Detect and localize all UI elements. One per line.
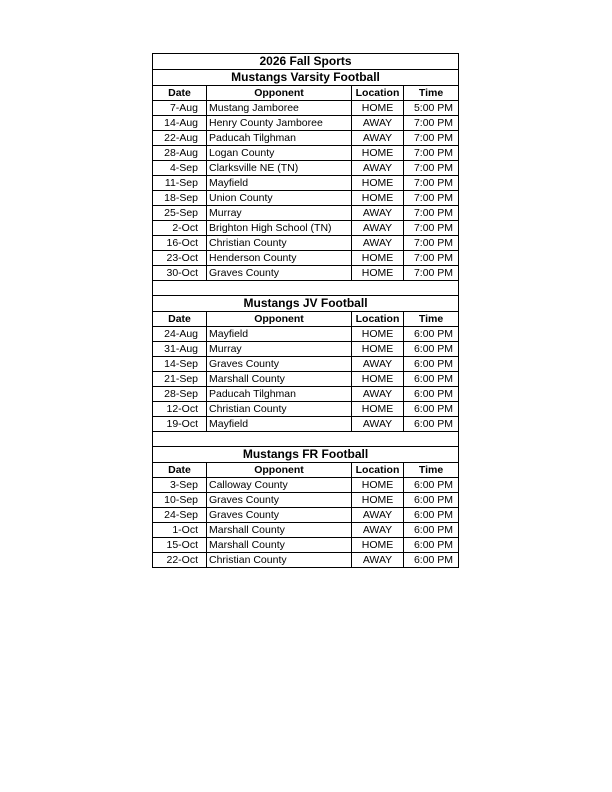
- title-row: [153, 54, 459, 70]
- game-opponent: Graves County: [207, 266, 352, 281]
- game-row: [153, 266, 459, 281]
- section-title-row: [153, 447, 459, 463]
- section-title-row: [153, 70, 459, 86]
- game-row: [153, 538, 459, 553]
- game-location: AWAY: [352, 508, 404, 523]
- schedule-body: [153, 54, 459, 568]
- game-row: [153, 191, 459, 206]
- game-time: 6:00 PM: [404, 327, 459, 342]
- game-location: HOME: [352, 372, 404, 387]
- game-row: [153, 387, 459, 402]
- section-spacer: [153, 432, 459, 447]
- game-time: 6:00 PM: [404, 523, 459, 538]
- game-row: [153, 101, 459, 116]
- game-time: 7:00 PM: [404, 161, 459, 176]
- game-location: HOME: [352, 327, 404, 342]
- spacer-cell: [153, 281, 459, 296]
- page-title: 2026 Fall Sports: [153, 54, 459, 70]
- game-opponent: Logan County: [207, 146, 352, 161]
- game-opponent: Mustang Jamboree: [207, 101, 352, 116]
- game-date: 30-Oct: [153, 266, 207, 281]
- game-time: 6:00 PM: [404, 357, 459, 372]
- game-row: [153, 342, 459, 357]
- game-time: 7:00 PM: [404, 116, 459, 131]
- game-location: AWAY: [352, 387, 404, 402]
- game-location: HOME: [352, 176, 404, 191]
- game-opponent: Graves County: [207, 357, 352, 372]
- game-date: 12-Oct: [153, 402, 207, 417]
- game-row: [153, 327, 459, 342]
- game-location: HOME: [352, 101, 404, 116]
- date-header: Date: [153, 312, 207, 327]
- game-opponent: Calloway County: [207, 478, 352, 493]
- game-opponent: Paducah Tilghman: [207, 387, 352, 402]
- game-location: HOME: [352, 478, 404, 493]
- game-location: AWAY: [352, 236, 404, 251]
- game-opponent: Christian County: [207, 553, 352, 568]
- game-opponent: Marshall County: [207, 372, 352, 387]
- time-header: Time: [404, 86, 459, 101]
- game-date: 16-Oct: [153, 236, 207, 251]
- game-date: 10-Sep: [153, 493, 207, 508]
- location-header: Location: [352, 312, 404, 327]
- game-date: 14-Sep: [153, 357, 207, 372]
- game-time: 6:00 PM: [404, 342, 459, 357]
- game-row: [153, 523, 459, 538]
- game-time: 7:00 PM: [404, 221, 459, 236]
- opponent-header: Opponent: [207, 312, 352, 327]
- game-row: [153, 251, 459, 266]
- game-opponent: Mayfield: [207, 417, 352, 432]
- location-header: Location: [352, 86, 404, 101]
- game-date: 31-Aug: [153, 342, 207, 357]
- game-row: [153, 372, 459, 387]
- game-time: 7:00 PM: [404, 131, 459, 146]
- column-header-row: [153, 86, 459, 101]
- game-row: [153, 493, 459, 508]
- game-opponent: Mayfield: [207, 176, 352, 191]
- game-time: 6:00 PM: [404, 538, 459, 553]
- game-row: [153, 161, 459, 176]
- game-date: 28-Sep: [153, 387, 207, 402]
- game-date: 14-Aug: [153, 116, 207, 131]
- game-location: AWAY: [352, 221, 404, 236]
- section-title: Mustangs FR Football: [153, 447, 459, 463]
- game-opponent: Murray: [207, 206, 352, 221]
- game-date: 21-Sep: [153, 372, 207, 387]
- game-time: 6:00 PM: [404, 508, 459, 523]
- game-location: AWAY: [352, 523, 404, 538]
- game-row: [153, 176, 459, 191]
- game-time: 7:00 PM: [404, 251, 459, 266]
- game-time: 6:00 PM: [404, 372, 459, 387]
- game-time: 7:00 PM: [404, 236, 459, 251]
- game-location: HOME: [352, 402, 404, 417]
- game-location: AWAY: [352, 417, 404, 432]
- game-date: 18-Sep: [153, 191, 207, 206]
- game-opponent: Mayfield: [207, 327, 352, 342]
- spacer-cell: [153, 432, 459, 447]
- game-time: 7:00 PM: [404, 206, 459, 221]
- game-date: 28-Aug: [153, 146, 207, 161]
- game-location: AWAY: [352, 131, 404, 146]
- game-time: 6:00 PM: [404, 553, 459, 568]
- game-date: 22-Oct: [153, 553, 207, 568]
- game-date: 22-Aug: [153, 131, 207, 146]
- game-time: 6:00 PM: [404, 402, 459, 417]
- game-row: [153, 221, 459, 236]
- game-date: 24-Aug: [153, 327, 207, 342]
- game-row: [153, 553, 459, 568]
- game-location: HOME: [352, 493, 404, 508]
- game-time: 7:00 PM: [404, 176, 459, 191]
- game-opponent: Henderson County: [207, 251, 352, 266]
- game-date: 2-Oct: [153, 221, 207, 236]
- game-opponent: Graves County: [207, 493, 352, 508]
- game-row: [153, 357, 459, 372]
- game-opponent: Christian County: [207, 402, 352, 417]
- game-row: [153, 206, 459, 221]
- game-row: [153, 236, 459, 251]
- game-row: [153, 417, 459, 432]
- game-date: 4-Sep: [153, 161, 207, 176]
- game-opponent: Marshall County: [207, 538, 352, 553]
- game-date: 25-Sep: [153, 206, 207, 221]
- game-time: 7:00 PM: [404, 266, 459, 281]
- section-title-row: [153, 296, 459, 312]
- schedule-table: [152, 53, 459, 568]
- game-location: AWAY: [352, 206, 404, 221]
- game-date: 3-Sep: [153, 478, 207, 493]
- game-opponent: Murray: [207, 342, 352, 357]
- game-time: 5:00 PM: [404, 101, 459, 116]
- section-spacer: [153, 281, 459, 296]
- section-title: Mustangs JV Football: [153, 296, 459, 312]
- game-row: [153, 508, 459, 523]
- location-header: Location: [352, 463, 404, 478]
- game-location: HOME: [352, 342, 404, 357]
- game-location: HOME: [352, 538, 404, 553]
- time-header: Time: [404, 312, 459, 327]
- column-header-row: [153, 463, 459, 478]
- game-location: AWAY: [352, 357, 404, 372]
- game-row: [153, 478, 459, 493]
- game-row: [153, 146, 459, 161]
- game-row: [153, 116, 459, 131]
- game-time: 6:00 PM: [404, 478, 459, 493]
- game-row: [153, 131, 459, 146]
- game-location: HOME: [352, 191, 404, 206]
- opponent-header: Opponent: [207, 86, 352, 101]
- game-date: 24-Sep: [153, 508, 207, 523]
- game-time: 6:00 PM: [404, 417, 459, 432]
- game-date: 1-Oct: [153, 523, 207, 538]
- game-opponent: Graves County: [207, 508, 352, 523]
- game-location: HOME: [352, 266, 404, 281]
- game-time: 7:00 PM: [404, 191, 459, 206]
- game-date: 7-Aug: [153, 101, 207, 116]
- game-date: 19-Oct: [153, 417, 207, 432]
- time-header: Time: [404, 463, 459, 478]
- game-opponent: Union County: [207, 191, 352, 206]
- game-time: 6:00 PM: [404, 493, 459, 508]
- game-date: 23-Oct: [153, 251, 207, 266]
- game-time: 7:00 PM: [404, 146, 459, 161]
- game-date: 11-Sep: [153, 176, 207, 191]
- game-row: [153, 402, 459, 417]
- game-date: 15-Oct: [153, 538, 207, 553]
- game-opponent: Clarksville NE (TN): [207, 161, 352, 176]
- column-header-row: [153, 312, 459, 327]
- game-opponent: Brighton High School (TN): [207, 221, 352, 236]
- game-location: AWAY: [352, 116, 404, 131]
- game-location: AWAY: [352, 161, 404, 176]
- opponent-header: Opponent: [207, 463, 352, 478]
- game-opponent: Christian County: [207, 236, 352, 251]
- schedule-sheet: [152, 53, 458, 568]
- game-location: HOME: [352, 251, 404, 266]
- game-location: AWAY: [352, 553, 404, 568]
- date-header: Date: [153, 86, 207, 101]
- section-title: Mustangs Varsity Football: [153, 70, 459, 86]
- game-opponent: Marshall County: [207, 523, 352, 538]
- game-location: HOME: [352, 146, 404, 161]
- game-time: 6:00 PM: [404, 387, 459, 402]
- game-opponent: Henry County Jamboree: [207, 116, 352, 131]
- game-opponent: Paducah Tilghman: [207, 131, 352, 146]
- date-header: Date: [153, 463, 207, 478]
